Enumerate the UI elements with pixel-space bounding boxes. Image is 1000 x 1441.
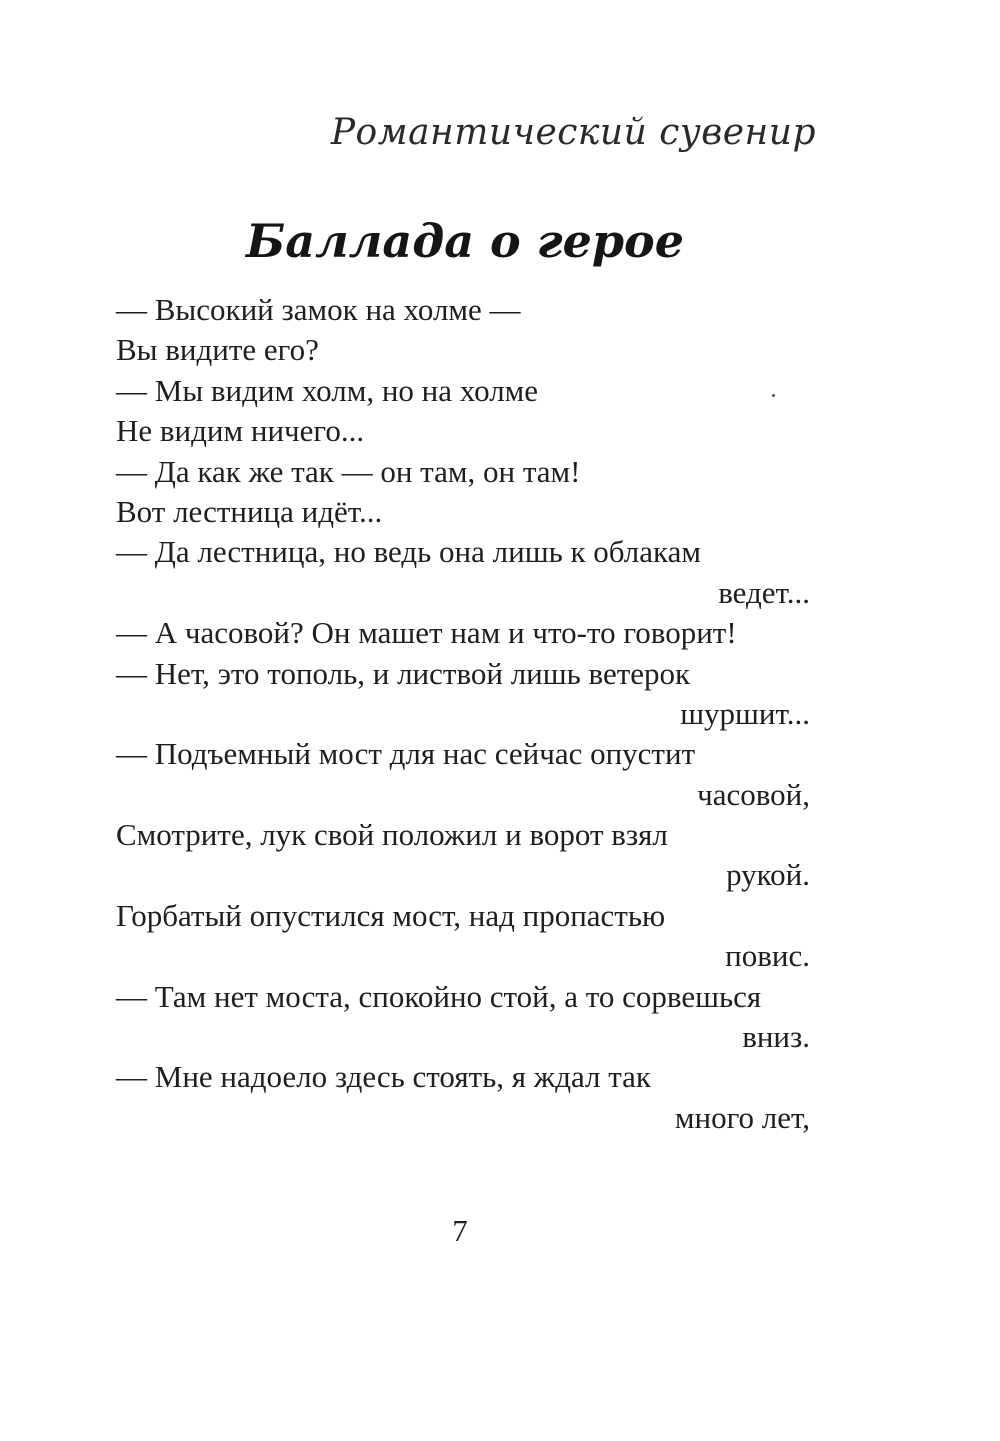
poem-line: — Там нет моста, спокойно стой, а то сорвешься: [116, 978, 762, 1014]
poem-line: Вот лестница идёт...: [116, 493, 383, 529]
print-speck: [772, 394, 775, 397]
page-number: 7: [452, 1213, 468, 1248]
poem-line: рукой.: [726, 857, 810, 893]
poem-line: ведет...: [718, 574, 810, 610]
poem-line: часовой,: [697, 776, 810, 812]
poem-line: — Да лестница, но ведь она лишь к облакам: [116, 534, 701, 570]
poem-line: вниз.: [742, 1019, 810, 1055]
poem-line: — Высокий замок на холме —: [116, 292, 521, 327]
poem-line: Смотрите, лук свой положил и ворот взял: [116, 817, 668, 853]
poem-body: [116, 290, 810, 1138]
poem-line: — Да как же так — он там, он там!: [116, 453, 581, 489]
poem-line: — Мне надоело здесь стоять, я ждал так: [116, 1059, 651, 1095]
poem-line: — А часовой? Он машет нам и что-то говорит!: [116, 615, 737, 651]
poem-line: повис.: [725, 938, 810, 974]
poem-line: много лет,: [674, 1099, 810, 1135]
poem-line: Горбатый опустился мост, над пропастью: [116, 897, 666, 933]
poem-line: — Нет, это тополь, и листвой лишь ветерок: [116, 655, 691, 691]
poem-title: Баллада о герое: [245, 214, 684, 268]
poem-line: Не видим ничего...: [116, 413, 365, 449]
poem-line: шуршит...: [680, 695, 810, 731]
running-header: Романтический сувенир: [330, 112, 816, 153]
poem-line: — Подъемный мост для нас сейчас опустит: [116, 736, 696, 772]
poem-line: — Мы видим холм, но на холме: [116, 372, 539, 408]
poem-line: Вы видите его?: [116, 332, 319, 368]
